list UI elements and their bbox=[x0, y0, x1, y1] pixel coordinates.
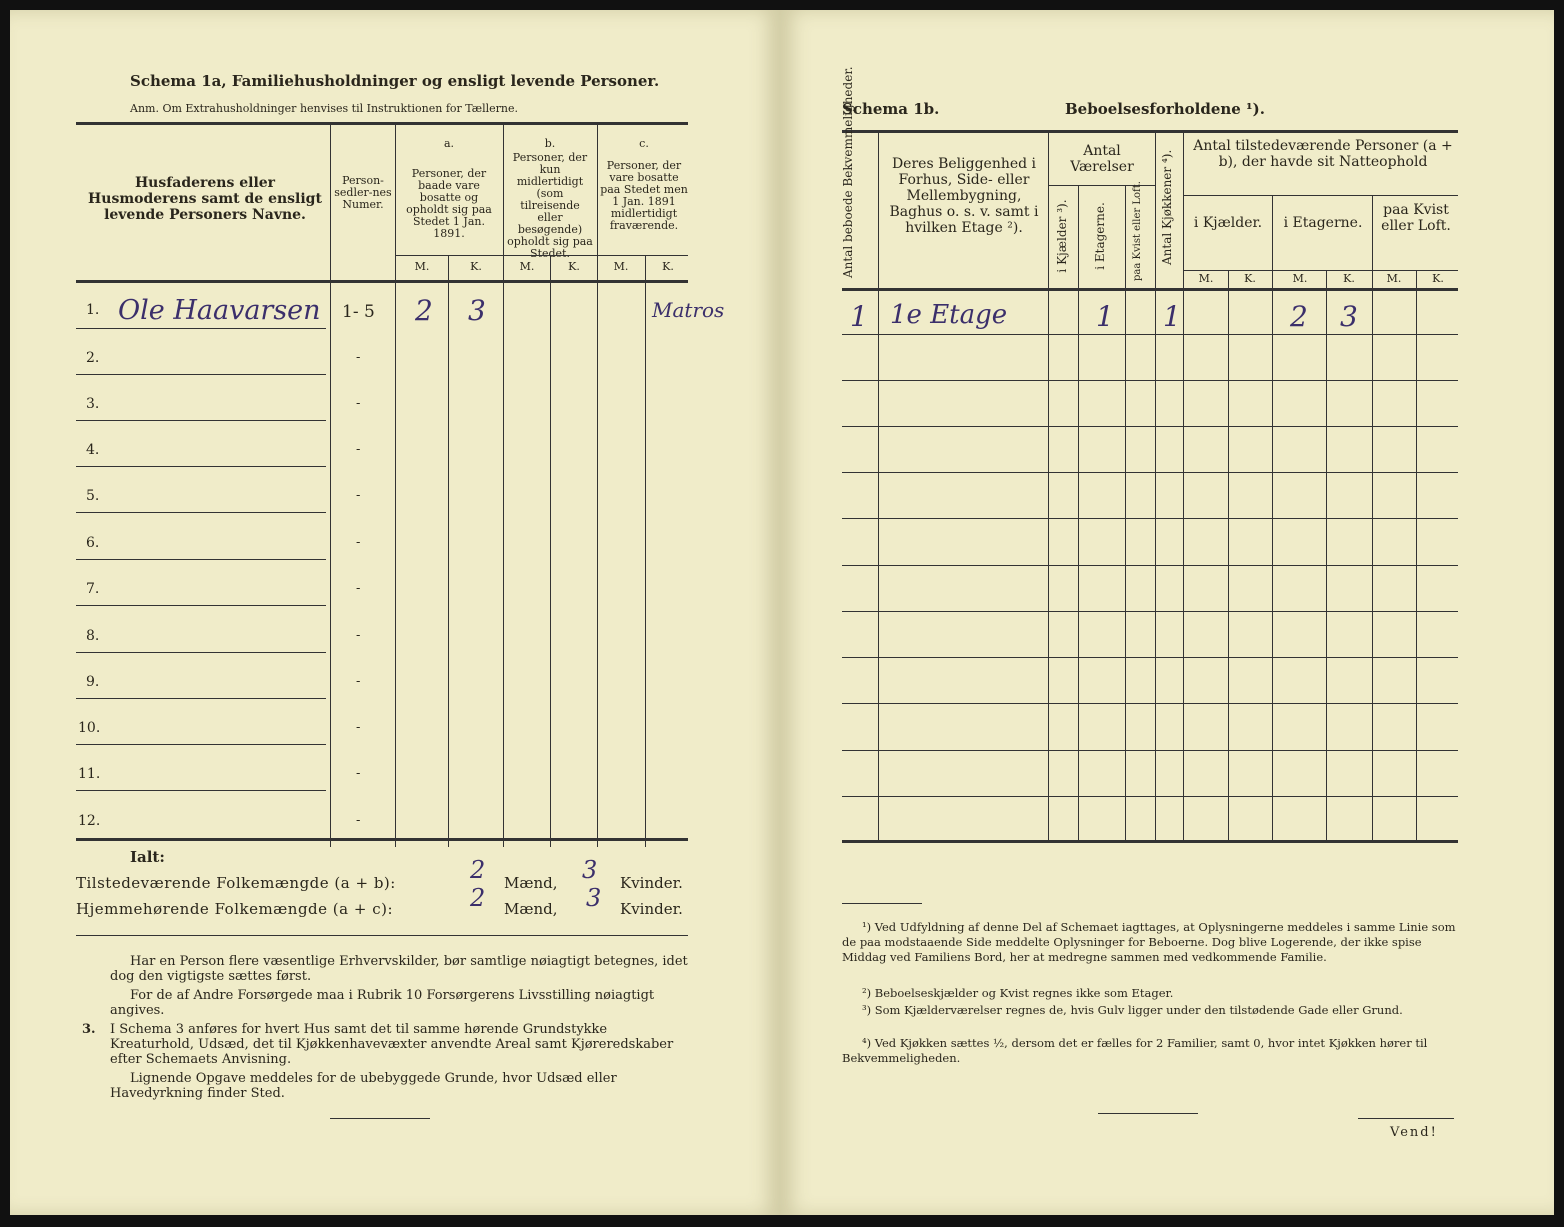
row-number: 9. bbox=[86, 674, 100, 690]
row-rule bbox=[76, 605, 326, 606]
subheader-rule bbox=[1183, 195, 1458, 196]
row-number: 12. bbox=[78, 813, 101, 829]
col-divider bbox=[1048, 132, 1049, 842]
row-rule bbox=[76, 652, 326, 653]
resident-women-count: 3 bbox=[586, 884, 602, 912]
header-num: Person-sedler-nes Numer. bbox=[334, 174, 392, 211]
instruction-note-3: I Schema 3 anføres for hvert Hus samt det til samme hørende Grundstykke Kreaturhold, Udsæd, det til Kjøkkenhavevæxter anvendte Areal samt Kjøreredskaber efter Schemaets Anvisning. bbox=[110, 1022, 674, 1067]
table-bottom-rule bbox=[76, 838, 688, 841]
schema-1b-title: Schema 1b. bbox=[842, 100, 940, 118]
col-divider bbox=[503, 125, 504, 847]
row-rule bbox=[842, 518, 1458, 519]
person-numbers: - bbox=[356, 350, 361, 365]
row-rule bbox=[76, 698, 326, 699]
resident-men-count: 2 bbox=[470, 884, 486, 912]
col-divider bbox=[1416, 270, 1417, 842]
header-c: Personer, der vare bosatte paa Stedet men 1 Jan. 1891 midlertidigt fraværende. bbox=[600, 159, 688, 232]
row-rule bbox=[842, 611, 1458, 612]
subheader-rule bbox=[395, 255, 688, 256]
header-a-letter: a. bbox=[443, 137, 455, 150]
footnote-1: ¹) Ved Udfyldning af denne Del af Schemaet iagttages, at Oplysningerne meddeles i samme Linie som de paa modstaaende Side meddelte Oplysninger for Beboerne. Dog blive Logerende, der ikke spise Middag ved Familiens Bord, her at medregne sammen med vedkommende Familie. bbox=[842, 920, 1456, 964]
row-rule bbox=[76, 790, 326, 791]
row-rule bbox=[842, 334, 1458, 335]
row-rule bbox=[842, 380, 1458, 381]
header-p-kjaelder: i Kjælder. bbox=[1193, 215, 1263, 231]
header-i-etagerne: i Etagerne. bbox=[1093, 202, 1107, 270]
anm-note: Anm. Om Extrahusholdninger henvises til Instruktionen for Tællerne. bbox=[130, 102, 519, 115]
header-kj-k: K. bbox=[1244, 272, 1256, 285]
kjokkener-value: 1 bbox=[1163, 300, 1181, 333]
header-bottom-rule bbox=[76, 280, 688, 283]
closing-rule bbox=[1098, 1113, 1198, 1114]
col-divider bbox=[1228, 270, 1229, 842]
col-divider bbox=[448, 255, 449, 847]
header-antal-vaerelser: Antal Værelser bbox=[1070, 143, 1134, 175]
header-et-m: M. bbox=[1292, 272, 1308, 285]
header-beliggenhed: Deres Beliggenhed i Forhus, Side- eller Mellembygning, Baghus o. s. v. samt i hvilken Etage ²). bbox=[889, 156, 1039, 236]
present-population-label: Tilstedeværende Folkemængde (a + b): bbox=[76, 874, 396, 892]
a-men: 2 bbox=[415, 294, 433, 327]
header-antal-kjokkener: Antal Kjøkkener ⁴). bbox=[1160, 149, 1174, 265]
person-numbers: - bbox=[356, 813, 361, 828]
header-antal-personer: Antal tilstedeværende Personer (a + b), der havde sit Natteophold bbox=[1193, 138, 1453, 170]
person-numbers: - bbox=[356, 766, 361, 781]
table-bottom-rule bbox=[842, 840, 1458, 843]
col-divider bbox=[645, 255, 646, 847]
col-divider bbox=[1155, 132, 1156, 842]
header-c-k: K. bbox=[662, 260, 674, 273]
header-b: Personer, der kun midlertidigt (som tilreisende eller besøgende) opholdt sig paa Stedet. bbox=[507, 151, 593, 260]
header-b-k: K. bbox=[568, 260, 580, 273]
person-numbers: - bbox=[356, 720, 361, 735]
personer-etagerne-men: 2 bbox=[1290, 300, 1308, 333]
person-numbers: - bbox=[356, 674, 361, 689]
row-rule bbox=[842, 657, 1458, 658]
header-a-m: M. bbox=[414, 260, 430, 273]
footnote-3: ³) Som Kjælderværelser regnes de, hvis Gulv ligger under den tilstødende Gade eller Grund. bbox=[862, 1003, 1403, 1017]
row-number: 6. bbox=[86, 535, 100, 551]
footnote-2: ²) Beboelseskjælder og Kvist regnes ikke som Etager. bbox=[862, 986, 1174, 1000]
header-name: Husfaderens eller Husmoderens samt de ensligt levende Personers Navne. bbox=[88, 175, 322, 223]
beliggenhed-value: 1e Etage bbox=[890, 300, 1008, 330]
person-numbers: - bbox=[356, 628, 361, 643]
instruction-note-1: Har en Person flere væsentlige Erhvervskilder, bør samtlige nøiagtigt betegnes, idet dog den vigtigste sættes først. bbox=[110, 954, 688, 984]
row-number: 8. bbox=[86, 628, 100, 644]
col-divider bbox=[330, 125, 331, 847]
vend-label: Vend! bbox=[1390, 1125, 1438, 1140]
row-rule bbox=[76, 420, 326, 421]
head-of-household-name: Ole Haavarsen bbox=[118, 295, 321, 326]
instruction-note-2: For de af Andre Forsørgede maa i Rubrik 10 Forsørgerens Livsstilling nøiagtigt angives. bbox=[110, 988, 655, 1018]
row-rule bbox=[842, 472, 1458, 473]
row-rule bbox=[842, 703, 1458, 704]
row-number: 5. bbox=[86, 488, 100, 504]
totals-rule bbox=[76, 935, 688, 936]
header-kj-m: M. bbox=[1198, 272, 1214, 285]
col-divider bbox=[1183, 132, 1184, 842]
row-rule bbox=[76, 559, 326, 560]
person-numbers: - bbox=[356, 488, 361, 503]
header-b-m: M. bbox=[519, 260, 535, 273]
header-b-letter: b. bbox=[544, 137, 556, 150]
vaerelser-etagerne-value: 1 bbox=[1096, 300, 1114, 333]
row-number: 7. bbox=[86, 581, 100, 597]
header-bottom-rule bbox=[842, 288, 1458, 291]
row-rule bbox=[842, 750, 1458, 751]
row-number: 11. bbox=[78, 766, 101, 782]
header-a: Personer, der baade vare bosatte og opholdt sig paa Stedet 1 Jan. 1891. bbox=[406, 167, 492, 240]
present-women-count: 3 bbox=[582, 856, 598, 884]
header-antal-bekvemmeligheder: Antal beboede Bekvemmeligheder. bbox=[841, 66, 855, 278]
instruction-note-4: Lignende Opgave meddeles for de ubebyggede Grunde, hvor Udsæd eller Havedyrkning finder Sted. bbox=[110, 1071, 617, 1101]
vend-rule bbox=[1358, 1118, 1454, 1119]
person-numbers: - bbox=[356, 581, 361, 596]
row-rule bbox=[76, 744, 326, 745]
header-c-letter: c. bbox=[639, 137, 649, 150]
row-rule bbox=[76, 374, 326, 375]
header-kv-k: K. bbox=[1432, 272, 1444, 285]
footnote-rule bbox=[842, 903, 922, 904]
right-page bbox=[780, 10, 1554, 1215]
row-number: 4. bbox=[86, 442, 100, 458]
row-number: 3. bbox=[86, 396, 100, 412]
row-number: 1. bbox=[86, 302, 100, 318]
schema-1a-title: Schema 1a, Familiehusholdninger og ensligt levende Personer. bbox=[130, 72, 660, 90]
a-women: 3 bbox=[468, 294, 486, 327]
left-page bbox=[10, 10, 780, 1215]
ialt-label: Ialt: bbox=[130, 848, 165, 866]
person-numbers: 1- 5 bbox=[342, 302, 375, 322]
person-numbers: - bbox=[356, 535, 361, 550]
row-rule bbox=[76, 512, 326, 513]
women-label: Kvinder. bbox=[620, 874, 683, 892]
header-paa-kvist: paa Kvist eller Loft. bbox=[1132, 181, 1143, 281]
instruction-note-3-number: 3. bbox=[82, 1022, 96, 1037]
row-rule bbox=[76, 328, 326, 329]
subheader-rule bbox=[1183, 270, 1458, 271]
row-rule bbox=[842, 796, 1458, 797]
col-divider bbox=[597, 125, 598, 847]
resident-population-label: Hjemmehørende Folkemængde (a + c): bbox=[76, 900, 393, 918]
row-rule bbox=[842, 565, 1458, 566]
col-divider bbox=[1125, 185, 1126, 842]
men-label: Mænd, bbox=[504, 900, 558, 918]
header-p-etagerne: i Etagerne. bbox=[1283, 215, 1363, 231]
header-c-m: M. bbox=[613, 260, 629, 273]
person-numbers: - bbox=[356, 442, 361, 457]
occupation-note: Matros bbox=[652, 298, 725, 322]
col-divider bbox=[550, 255, 551, 847]
row-rule bbox=[76, 466, 326, 467]
schema-1b-subtitle: Beboelsesforholdene ¹). bbox=[1065, 100, 1265, 118]
row-number: 10. bbox=[78, 720, 101, 736]
header-a-k: K. bbox=[470, 260, 482, 273]
row-rule bbox=[842, 426, 1458, 427]
personer-etagerne-women: 3 bbox=[1340, 300, 1358, 333]
header-et-k: K. bbox=[1343, 272, 1355, 285]
col-divider bbox=[395, 125, 396, 847]
col-divider bbox=[1326, 270, 1327, 842]
header-i-kjaelder: i Kjælder ³). bbox=[1055, 199, 1069, 273]
closing-rule bbox=[330, 1118, 430, 1119]
col-divider bbox=[878, 132, 879, 842]
antal-bekvemmeligheder-value: 1 bbox=[850, 300, 868, 333]
header-kv-m: M. bbox=[1386, 272, 1402, 285]
header-p-kvist: paa Kvist eller Loft. bbox=[1381, 202, 1451, 234]
women-label: Kvinder. bbox=[620, 900, 683, 918]
col-divider bbox=[1078, 185, 1079, 842]
table-top-rule bbox=[842, 130, 1458, 133]
footnote-4: ⁴) Ved Kjøkken sættes ½, dersom det er fælles for 2 Familier, samt 0, hvor intet Kjøkken hører til Bekvemmeligheden. bbox=[842, 1036, 1428, 1065]
men-label: Mænd, bbox=[504, 874, 558, 892]
person-numbers: - bbox=[356, 396, 361, 411]
present-men-count: 2 bbox=[470, 856, 486, 884]
row-number: 2. bbox=[86, 350, 100, 366]
